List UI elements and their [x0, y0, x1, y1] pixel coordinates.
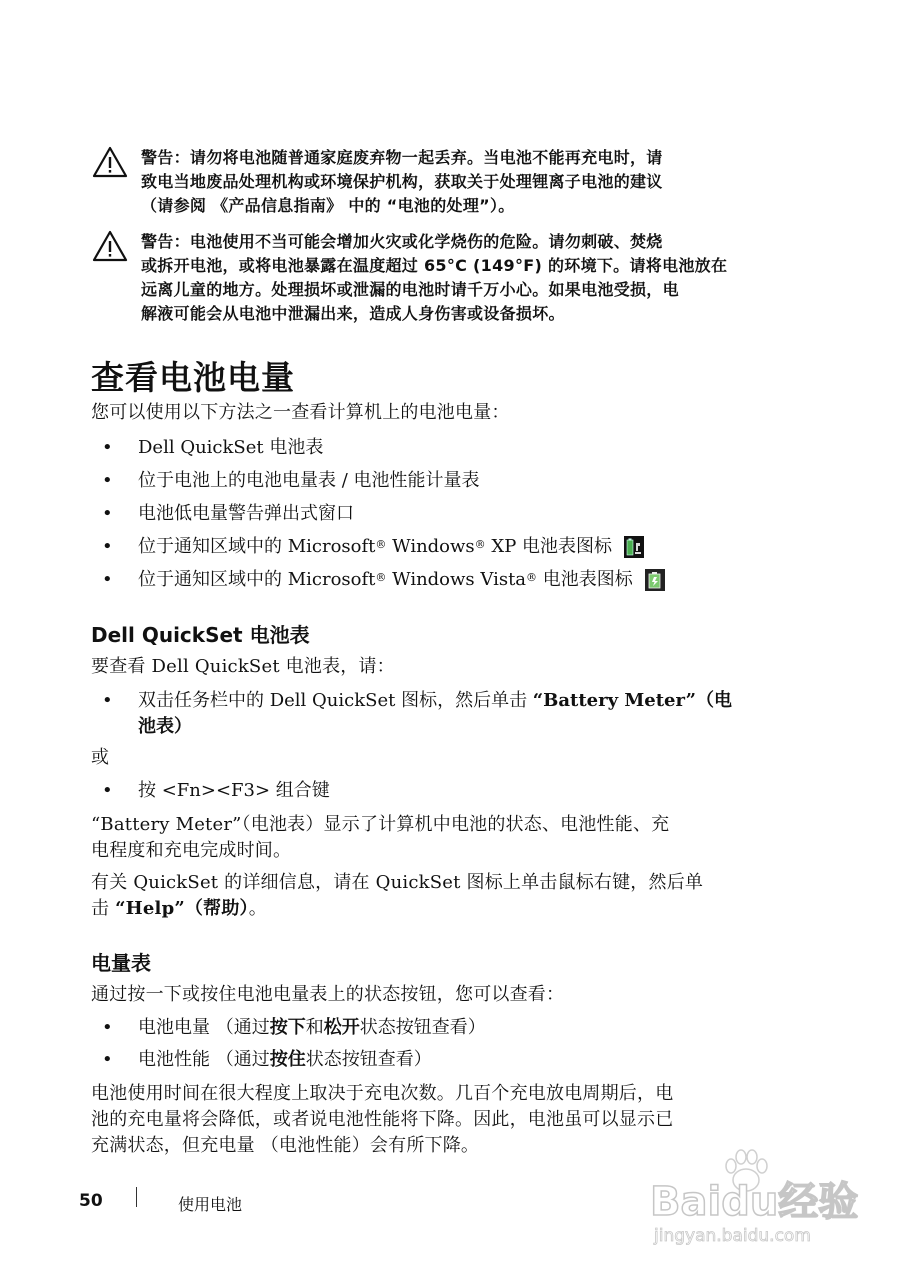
page-number: 50	[79, 1191, 103, 1211]
meter-intro: 通过按一下或按住电池电量表上的状态按钮，您可以查看：	[91, 984, 565, 1005]
meter-paragraph: 池的充电量将会降低，或者说电池性能将下降。因此，电池虽可以显示已	[91, 1109, 674, 1130]
section-intro: 您可以使用以下方法之一查看计算机上的电池电量：	[91, 402, 510, 423]
quickset-help: 有关 QuickSet 的详细信息，请在 QuickSet 图标上单击鼠标右键，然后单	[91, 872, 704, 893]
warning-text	[141, 146, 792, 218]
vista-battery-meter-icon	[645, 569, 665, 591]
warning-triangle-icon	[92, 230, 128, 262]
subsection-title-quickset: Dell QuickSet 电池表	[91, 623, 310, 647]
warning-block-disposal	[92, 146, 792, 218]
watermark-text: Baidu经验	[650, 1179, 859, 1225]
section-title: 查看电池电量	[91, 358, 295, 397]
warning-line: 或拆开电池，或将电池暴露在温度超过 65°C (149°F) 的环境下。请将电池放在	[141, 256, 728, 275]
warning-line: 解液可能会从电池中泄漏出来，造成人身伤害或设备损坏。	[141, 304, 565, 323]
quickset-description: “Battery Meter”（电池表）显示了计算机中电池的状态、电池性能、充	[91, 814, 670, 835]
xp-battery-meter-icon	[624, 536, 644, 558]
warning-line: 致电当地废品处理机构或环境保护机构，获取关于处理锂离子电池的建议	[141, 172, 663, 191]
warning-line: 警告：电池使用不当可能会增加火灾或化学烧伤的危险。请勿刺破、焚烧	[141, 232, 663, 251]
warning-triangle-icon	[92, 146, 128, 178]
warning-line: 警告：请勿将电池随普通家庭废弃物一起丢弃。当电池不能再充电时，请	[141, 148, 663, 167]
document-page: 警告：请勿将电池随普通家庭废弃物一起丢弃。当电池不能再充电时，请 致电当地废品处理机构或环境保护机构，获取关于处理锂离子电池的建议 （请参阅 《产品信息指南》 中的 “电池的处理”）。 警告：电池使用不当可能会增加火灾或化学烧伤的危险。请勿刺破、焚烧 或拆开电池，或将电池暴露在温度超过 65°C (149°F) 的环境下。请将电池放在 远离儿童的地方。处理损坏或泄漏的电池时请千万小心。如果电池受损，电 解液可能会从电池中泄漏出来，造成人身伤害或设备损坏。 查看电池电量 您可以使用以下方法之一查看计算机上的电池电量： • Dell QuickSet 电池表 • 位于电池上的电池电量表 / 电池性能计量表 • 电池低电量警告弹出式窗口 • 位于通知区域中的 Microsoft® Windows® XP 电池表图标 • 位于通知区域中的 Microsoft® Windows Vista® 电池表图标 Dell QuickSet 电池表 要查看 Dell QuickSet 电池表，请： • 双击任务栏中的 Dell QuickSet 图标，然后单击 “Battery Meter”（电 池表） 或 • 按 <Fn><F3> 组合键 “Battery Meter”（电池表）显示了计算机中电池的状态、电池性能、充 电程度和充电完成时间。 有关 QuickSet 的详细信息，请在 QuickSet 图标上单击鼠标右键，然后单 击 “Help”（帮助）。 电量表 通过按一下或按住电池电量表上的状态按钮，您可以查看： • 电池电量 （通过按下和松开状态按钮查看） • 电池性能 （通过按住状态按钮查看） 电池使用时间在很大程度上取决于充电次数。几百个充电放电周期后，电 池的充电量将会降低，或者说电池性能将下降。因此，电池虽可以显示已 充满状态，但充电量 （电池性能）会有所下降。 50 使用电池 Baidu经验 jingyan.baidu.com	[0, 0, 902, 1280]
or-text: 或	[91, 747, 110, 768]
warning-line: （请参阅 《产品信息指南》 中的 “电池的处理”）。	[141, 196, 515, 215]
watermark-url: jingyan.baidu.com	[654, 1226, 811, 1246]
baidu-watermark	[640, 1160, 859, 1260]
quickset-help: 击 “Help”（帮助）。	[91, 898, 267, 919]
subsection-title-meter: 电量表	[91, 951, 151, 975]
footer-divider	[136, 1187, 137, 1207]
footer-chapter-title: 使用电池	[178, 1195, 243, 1214]
warning-text	[141, 230, 792, 326]
quickset-description: 电程度和充电完成时间。	[91, 840, 292, 861]
meter-paragraph: 充满状态，但充电量 （电池性能）会有所下降。	[91, 1135, 480, 1156]
warning-line: 远离儿童的地方。处理损坏或泄漏的电池时请千万小心。如果电池受损，电	[141, 280, 679, 299]
warning-block-fire	[92, 230, 792, 326]
meter-paragraph: 电池使用时间在很大程度上取决于充电次数。几百个充电放电周期后，电	[91, 1083, 674, 1104]
quickset-intro: 要查看 Dell QuickSet 电池表，请：	[91, 656, 395, 677]
